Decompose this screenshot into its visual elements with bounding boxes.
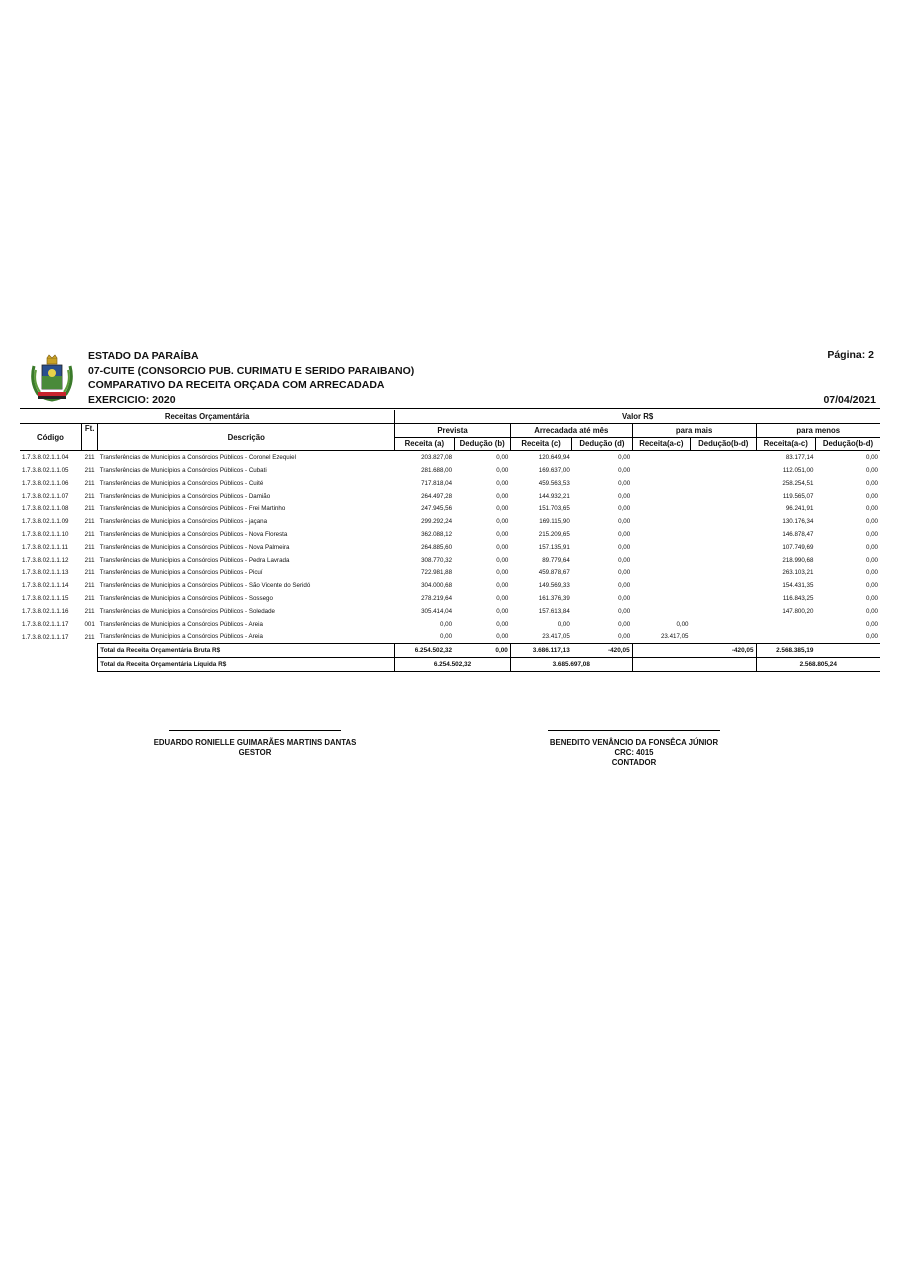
row-receita-c: 0,00	[557, 620, 570, 628]
row-codigo: 1.7.3.8.02.1.1.17	[22, 633, 69, 641]
total-bruta-receita-c: 3.686.117,13	[510, 644, 571, 658]
table-row	[20, 592, 880, 605]
row-receita-c: 149.569,33	[538, 582, 570, 590]
signature-line	[548, 730, 720, 734]
row-mais-receita	[632, 567, 690, 580]
report-date: 07/04/2021	[823, 394, 876, 406]
row-ft: 211	[84, 454, 95, 462]
entity-name: 07-CUITE (CONSORCIO PUB. CURIMATU E SERIDO PARAIBANO)	[88, 364, 415, 377]
revenue-rows	[20, 451, 880, 644]
grp-para-menos-header: para menos	[756, 423, 880, 437]
row-mais-receita	[632, 579, 690, 592]
total-bruta-label: Total da Receita Orçamentária Bruta R$	[98, 644, 395, 658]
table-row	[20, 618, 880, 631]
total-liquida-prevista: 6.254.502,32	[395, 658, 511, 672]
row-mais-deducao	[691, 464, 757, 477]
row-descricao: Transferências de Municípios a Consórcios Públicos - Areia	[99, 620, 263, 628]
col-codigo-header: Código	[20, 423, 81, 451]
row-receita-c: 459.563,53	[538, 479, 570, 487]
table-row	[20, 464, 880, 477]
signature-role: GESTOR	[238, 748, 272, 757]
row-descricao: Transferências de Municípios a Consórcios Públicos - Picuí	[99, 569, 263, 577]
row-codigo: 1.7.3.8.02.1.1.12	[22, 556, 69, 564]
row-deducao-d: 0,00	[618, 569, 631, 577]
sub-receita-c-header: Receita (c)	[510, 437, 571, 451]
row-deducao-b: 0,00	[496, 582, 509, 590]
row-menos-deducao: 0,00	[865, 479, 878, 487]
row-receita-c: 169.115,90	[539, 518, 570, 526]
total-bruta-menos-receita: 2.568.385,19	[756, 644, 815, 658]
row-receita-a: 264.885,60	[421, 543, 453, 551]
row-menos-receita: 146.878,47	[782, 531, 814, 539]
total-liquida-label: Total da Receita Orçamentária Líquida R$	[98, 658, 395, 672]
row-menos-deducao: 0,00	[865, 467, 878, 475]
row-mais-receita	[632, 554, 690, 567]
row-menos-receita: 83.177,14	[785, 454, 814, 462]
row-deducao-b: 0,00	[496, 505, 509, 513]
row-receita-c: 169.637,00	[538, 467, 570, 475]
row-ft: 211	[84, 518, 95, 526]
row-descricao: Transferências de Municípios a Consórcios Públicos - Coronel Ezequiel	[99, 454, 296, 462]
row-menos-receita: 218.990,68	[782, 556, 814, 564]
row-menos-deducao: 0,00	[865, 595, 878, 603]
row-mais-receita	[632, 464, 690, 477]
row-mais-deducao	[691, 477, 757, 490]
row-codigo: 1.7.3.8.02.1.1.17	[22, 620, 69, 628]
col-ft-header: Ft.	[81, 423, 97, 451]
row-menos-receita: 107.749,69	[782, 543, 814, 551]
row-codigo: 1.7.3.8.02.1.1.13	[22, 569, 69, 577]
group-receitas-header: Receitas Orçamentária	[20, 410, 395, 423]
sub-deducao-d-header: Dedução (d)	[572, 437, 632, 451]
row-mais-receita	[632, 528, 690, 541]
row-menos-receita: 258.254,51	[782, 479, 814, 487]
row-codigo: 1.7.3.8.02.1.1.05	[22, 467, 69, 475]
row-descricao: Transferências de Municípios a Consórcios Públicos - Sossego	[99, 595, 273, 603]
row-mais-deducao	[691, 618, 757, 631]
total-liquida-arrecadada: 3.685.697,08	[510, 658, 632, 672]
row-menos-deducao: 0,00	[865, 569, 878, 577]
row-menos-deducao: 0,00	[865, 543, 878, 551]
table-row	[20, 490, 880, 503]
table-row	[20, 515, 880, 528]
total-bruta-row	[20, 644, 880, 658]
row-mais-deducao	[691, 579, 757, 592]
row-mais-receita	[632, 592, 690, 605]
row-receita-a: 304.000,68	[421, 582, 453, 590]
row-menos-deducao: 0,00	[865, 454, 878, 462]
row-menos-deducao: 0,00	[865, 620, 878, 628]
row-ft: 211	[84, 607, 95, 615]
row-menos-deducao: 0,00	[865, 505, 878, 513]
row-codigo: 1.7.3.8.02.1.1.04	[22, 454, 69, 462]
row-deducao-d: 0,00	[618, 454, 631, 462]
signature-line	[169, 730, 341, 734]
row-deducao-d: 0,00	[618, 633, 631, 641]
row-receita-a: 247.945,56	[421, 505, 453, 513]
table-row	[20, 605, 880, 618]
row-deducao-d: 0,00	[618, 620, 631, 628]
revenue-table	[20, 410, 880, 672]
row-mais-deducao	[691, 592, 757, 605]
row-descricao: Transferências de Municípios a Consórcios Públicos - São Vicente do Seridó	[99, 582, 311, 590]
signature-crc: CRC: 4015	[614, 748, 654, 757]
row-descricao: Transferências de Municípios a Consórcios Públicos - Soledade	[99, 607, 275, 615]
row-ft: 211	[84, 479, 95, 487]
row-codigo: 1.7.3.8.02.1.1.09	[22, 518, 69, 526]
row-codigo: 1.7.3.8.02.1.1.07	[22, 492, 69, 500]
table-row	[20, 631, 880, 644]
row-mais-receita: 0,00	[676, 620, 689, 628]
row-receita-c: 459.878,67	[538, 569, 570, 577]
report-header	[88, 349, 414, 407]
row-deducao-d: 0,00	[618, 543, 631, 551]
sub-menos-deducao-header: Dedução(b-d)	[815, 437, 880, 451]
row-descricao: Transferências de Municípios a Consórcios Públicos - Nova Palmeira	[99, 543, 290, 551]
row-receita-a: 299.292,24	[421, 518, 453, 526]
row-mais-deducao	[691, 605, 757, 618]
row-menos-deducao: 0,00	[865, 518, 878, 526]
row-ft: 211	[84, 582, 95, 590]
row-descricao: Transferências de Municípios a Consórcios Públicos - Areia	[99, 633, 263, 641]
row-mais-deducao	[691, 541, 757, 554]
row-menos-deducao: 0,00	[865, 492, 878, 500]
row-codigo: 1.7.3.8.02.1.1.08	[22, 505, 69, 513]
table-row	[20, 541, 880, 554]
row-ft: 211	[84, 543, 95, 551]
row-deducao-b: 0,00	[496, 531, 509, 539]
row-deducao-d: 0,00	[618, 595, 631, 603]
row-mais-deducao	[691, 567, 757, 580]
row-receita-a: 305.414,04	[421, 607, 453, 615]
row-menos-deducao: 0,00	[865, 582, 878, 590]
row-mais-receita	[632, 541, 690, 554]
total-bruta-receita-a: 6.254.502,32	[395, 644, 454, 658]
table-row	[20, 567, 880, 580]
row-deducao-d: 0,00	[618, 607, 631, 615]
row-deducao-b: 0,00	[496, 543, 509, 551]
row-mais-receita	[632, 490, 690, 503]
row-menos-receita: 119.565,07	[782, 492, 814, 500]
row-mais-receita	[632, 451, 690, 464]
row-deducao-b: 0,00	[496, 633, 509, 641]
row-descricao: Transferências de Municípios a Consórcios Públicos - Cuité	[99, 479, 264, 487]
row-mais-receita	[632, 477, 690, 490]
row-mais-deducao	[691, 451, 757, 464]
grp-arrecadada-header: Arrecadada até mês	[510, 423, 632, 437]
row-deducao-b: 0,00	[496, 518, 509, 526]
row-deducao-b: 0,00	[496, 607, 509, 615]
row-receita-c: 89.779,64	[542, 556, 570, 564]
row-menos-receita	[756, 618, 815, 631]
row-descricao: Transferências de Municípios a Consórcios Públicos - Cubati	[99, 467, 267, 475]
page-number: Página: 2	[827, 349, 874, 361]
sub-mais-receita-header: Receita(a-c)	[632, 437, 690, 451]
row-menos-receita: 130.176,34	[782, 518, 814, 526]
exercise-year: EXERCICIO: 2020	[88, 393, 176, 406]
row-receita-c: 120.649,94	[538, 454, 570, 462]
grp-para-mais-header: para mais	[632, 423, 756, 437]
row-receita-a: 362.088,12	[421, 531, 453, 539]
row-descricao: Transferências de Municípios a Consórcios Públicos - Pedra Lavrada	[99, 556, 290, 564]
row-ft: 211	[84, 505, 95, 513]
row-deducao-d: 0,00	[618, 582, 631, 590]
row-codigo: 1.7.3.8.02.1.1.15	[22, 595, 69, 603]
row-deducao-b: 0,00	[496, 569, 509, 577]
row-receita-a: 0,00	[440, 633, 453, 641]
row-ft: 211	[84, 467, 95, 475]
row-mais-receita: 23.417,05	[660, 633, 689, 641]
row-deducao-d: 0,00	[618, 479, 631, 487]
row-receita-a: 0,00	[440, 620, 453, 628]
report-title: COMPARATIVO DA RECEITA ORÇADA COM ARRECADADA	[88, 379, 385, 391]
row-receita-a: 717.818,04	[421, 479, 453, 487]
row-receita-a: 281.688,00	[421, 467, 453, 475]
total-liquida-row	[20, 658, 880, 672]
table-row	[20, 477, 880, 490]
sub-mais-deducao-header: Dedução(b-d)	[691, 437, 757, 451]
row-deducao-b: 0,00	[496, 467, 509, 475]
row-receita-c: 157.135,91	[538, 543, 570, 551]
header-divider	[20, 408, 880, 409]
row-descricao: Transferências de Municípios a Consórcios Públicos - Nova Floresta	[99, 531, 288, 539]
row-mais-deducao	[691, 631, 757, 644]
row-menos-deducao: 0,00	[865, 633, 878, 641]
row-ft: 211	[84, 492, 95, 500]
row-receita-a: 278.219,64	[421, 595, 453, 603]
row-codigo: 1.7.3.8.02.1.1.10	[22, 531, 69, 539]
row-menos-receita: 263.103,21	[782, 569, 814, 577]
row-descricao: Transferências de Municípios a Consórcios Públicos - Frei Martinho	[99, 505, 286, 513]
table-row	[20, 451, 880, 464]
signature-name: BENEDITO VENÂNCIO DA FONSÊCA JÚNIOR	[549, 738, 719, 747]
row-receita-a: 308.770,32	[421, 556, 453, 564]
row-menos-receita: 96.241,91	[785, 505, 814, 513]
row-menos-receita: 154.431,35	[782, 582, 814, 590]
table-row	[20, 528, 880, 541]
row-menos-receita	[756, 631, 815, 644]
row-receita-c: 23.417,05	[542, 633, 570, 641]
row-mais-deducao	[691, 490, 757, 503]
total-bruta-deducao-d: -420,05	[572, 644, 632, 658]
row-mais-deducao	[691, 528, 757, 541]
row-deducao-b: 0,00	[496, 492, 509, 500]
row-deducao-d: 0,00	[618, 531, 631, 539]
row-receita-a: 722.981,88	[421, 569, 453, 577]
row-ft: 001	[84, 620, 95, 628]
row-receita-c: 161.376,39	[538, 595, 570, 603]
row-receita-c: 144.932,21	[538, 492, 570, 500]
signature-gestor	[110, 730, 400, 758]
row-ft: 211	[84, 556, 95, 564]
signature-contador	[489, 730, 779, 768]
row-receita-c: 157.613,84	[538, 607, 570, 615]
row-codigo: 1.7.3.8.02.1.1.16	[22, 607, 69, 615]
row-deducao-b: 0,00	[496, 620, 509, 628]
row-mais-receita	[632, 503, 690, 516]
row-mais-receita	[632, 515, 690, 528]
row-codigo: 1.7.3.8.02.1.1.11	[22, 543, 68, 551]
row-menos-deducao: 0,00	[865, 531, 878, 539]
row-codigo: 1.7.3.8.02.1.1.06	[22, 479, 69, 487]
row-mais-receita	[632, 605, 690, 618]
sub-menos-receita-header: Receita(a-c)	[756, 437, 815, 451]
row-deducao-b: 0,00	[496, 556, 509, 564]
row-menos-receita: 112.051,00	[782, 467, 814, 475]
row-codigo: 1.7.3.8.02.1.1.14	[22, 582, 69, 590]
state-name: ESTADO DA PARAÍBA	[88, 350, 199, 362]
row-ft: 211	[84, 595, 95, 603]
grp-prevista-header: Prevista	[395, 423, 511, 437]
state-coat-of-arms-logo	[28, 352, 76, 402]
row-menos-deducao: 0,00	[865, 556, 878, 564]
table-row	[20, 554, 880, 567]
row-descricao: Transferências de Municípios a Consórcios Públicos - jaçana	[99, 518, 268, 526]
row-deducao-d: 0,00	[618, 556, 631, 564]
row-menos-receita: 116.843,25	[782, 595, 814, 603]
row-deducao-b: 0,00	[496, 454, 509, 462]
table-row	[20, 579, 880, 592]
row-deducao-b: 0,00	[496, 595, 509, 603]
row-deducao-d: 0,00	[618, 518, 631, 526]
row-receita-c: 215.209,65	[538, 531, 570, 539]
total-bruta-deducao-b: 0,00	[454, 644, 510, 658]
row-ft: 211	[84, 531, 95, 539]
total-liquida-para-menos: 2.568.805,24	[756, 658, 880, 672]
group-valor-header: Valor R$	[395, 410, 880, 423]
row-ft: 211	[84, 633, 95, 641]
row-deducao-b: 0,00	[496, 479, 509, 487]
total-bruta-mais-deducao: -420,05	[691, 644, 757, 658]
row-receita-c: 151.703,65	[538, 505, 570, 513]
row-receita-a: 264.497,28	[421, 492, 453, 500]
col-descricao-header: Descrição	[98, 423, 395, 451]
row-mais-deducao	[691, 515, 757, 528]
row-menos-receita: 147.800,20	[782, 607, 814, 615]
row-descricao: Transferências de Municípios a Consórcios Públicos - Damião	[99, 492, 271, 500]
row-deducao-d: 0,00	[618, 467, 631, 475]
signature-name: EDUARDO RONIELLE GUIMARÃES MARTINS DANTAS	[153, 738, 357, 747]
sub-receita-a-header: Receita (a)	[395, 437, 454, 451]
row-mais-deducao	[691, 503, 757, 516]
row-receita-a: 203.827,08	[421, 454, 453, 462]
row-deducao-d: 0,00	[618, 505, 631, 513]
sub-deducao-b-header: Dedução (b)	[454, 437, 510, 451]
row-deducao-d: 0,00	[618, 492, 631, 500]
row-ft: 211	[84, 569, 95, 577]
row-menos-deducao: 0,00	[865, 607, 878, 615]
row-mais-deducao	[691, 554, 757, 567]
signature-role: CONTADOR	[611, 758, 657, 767]
table-row	[20, 503, 880, 516]
